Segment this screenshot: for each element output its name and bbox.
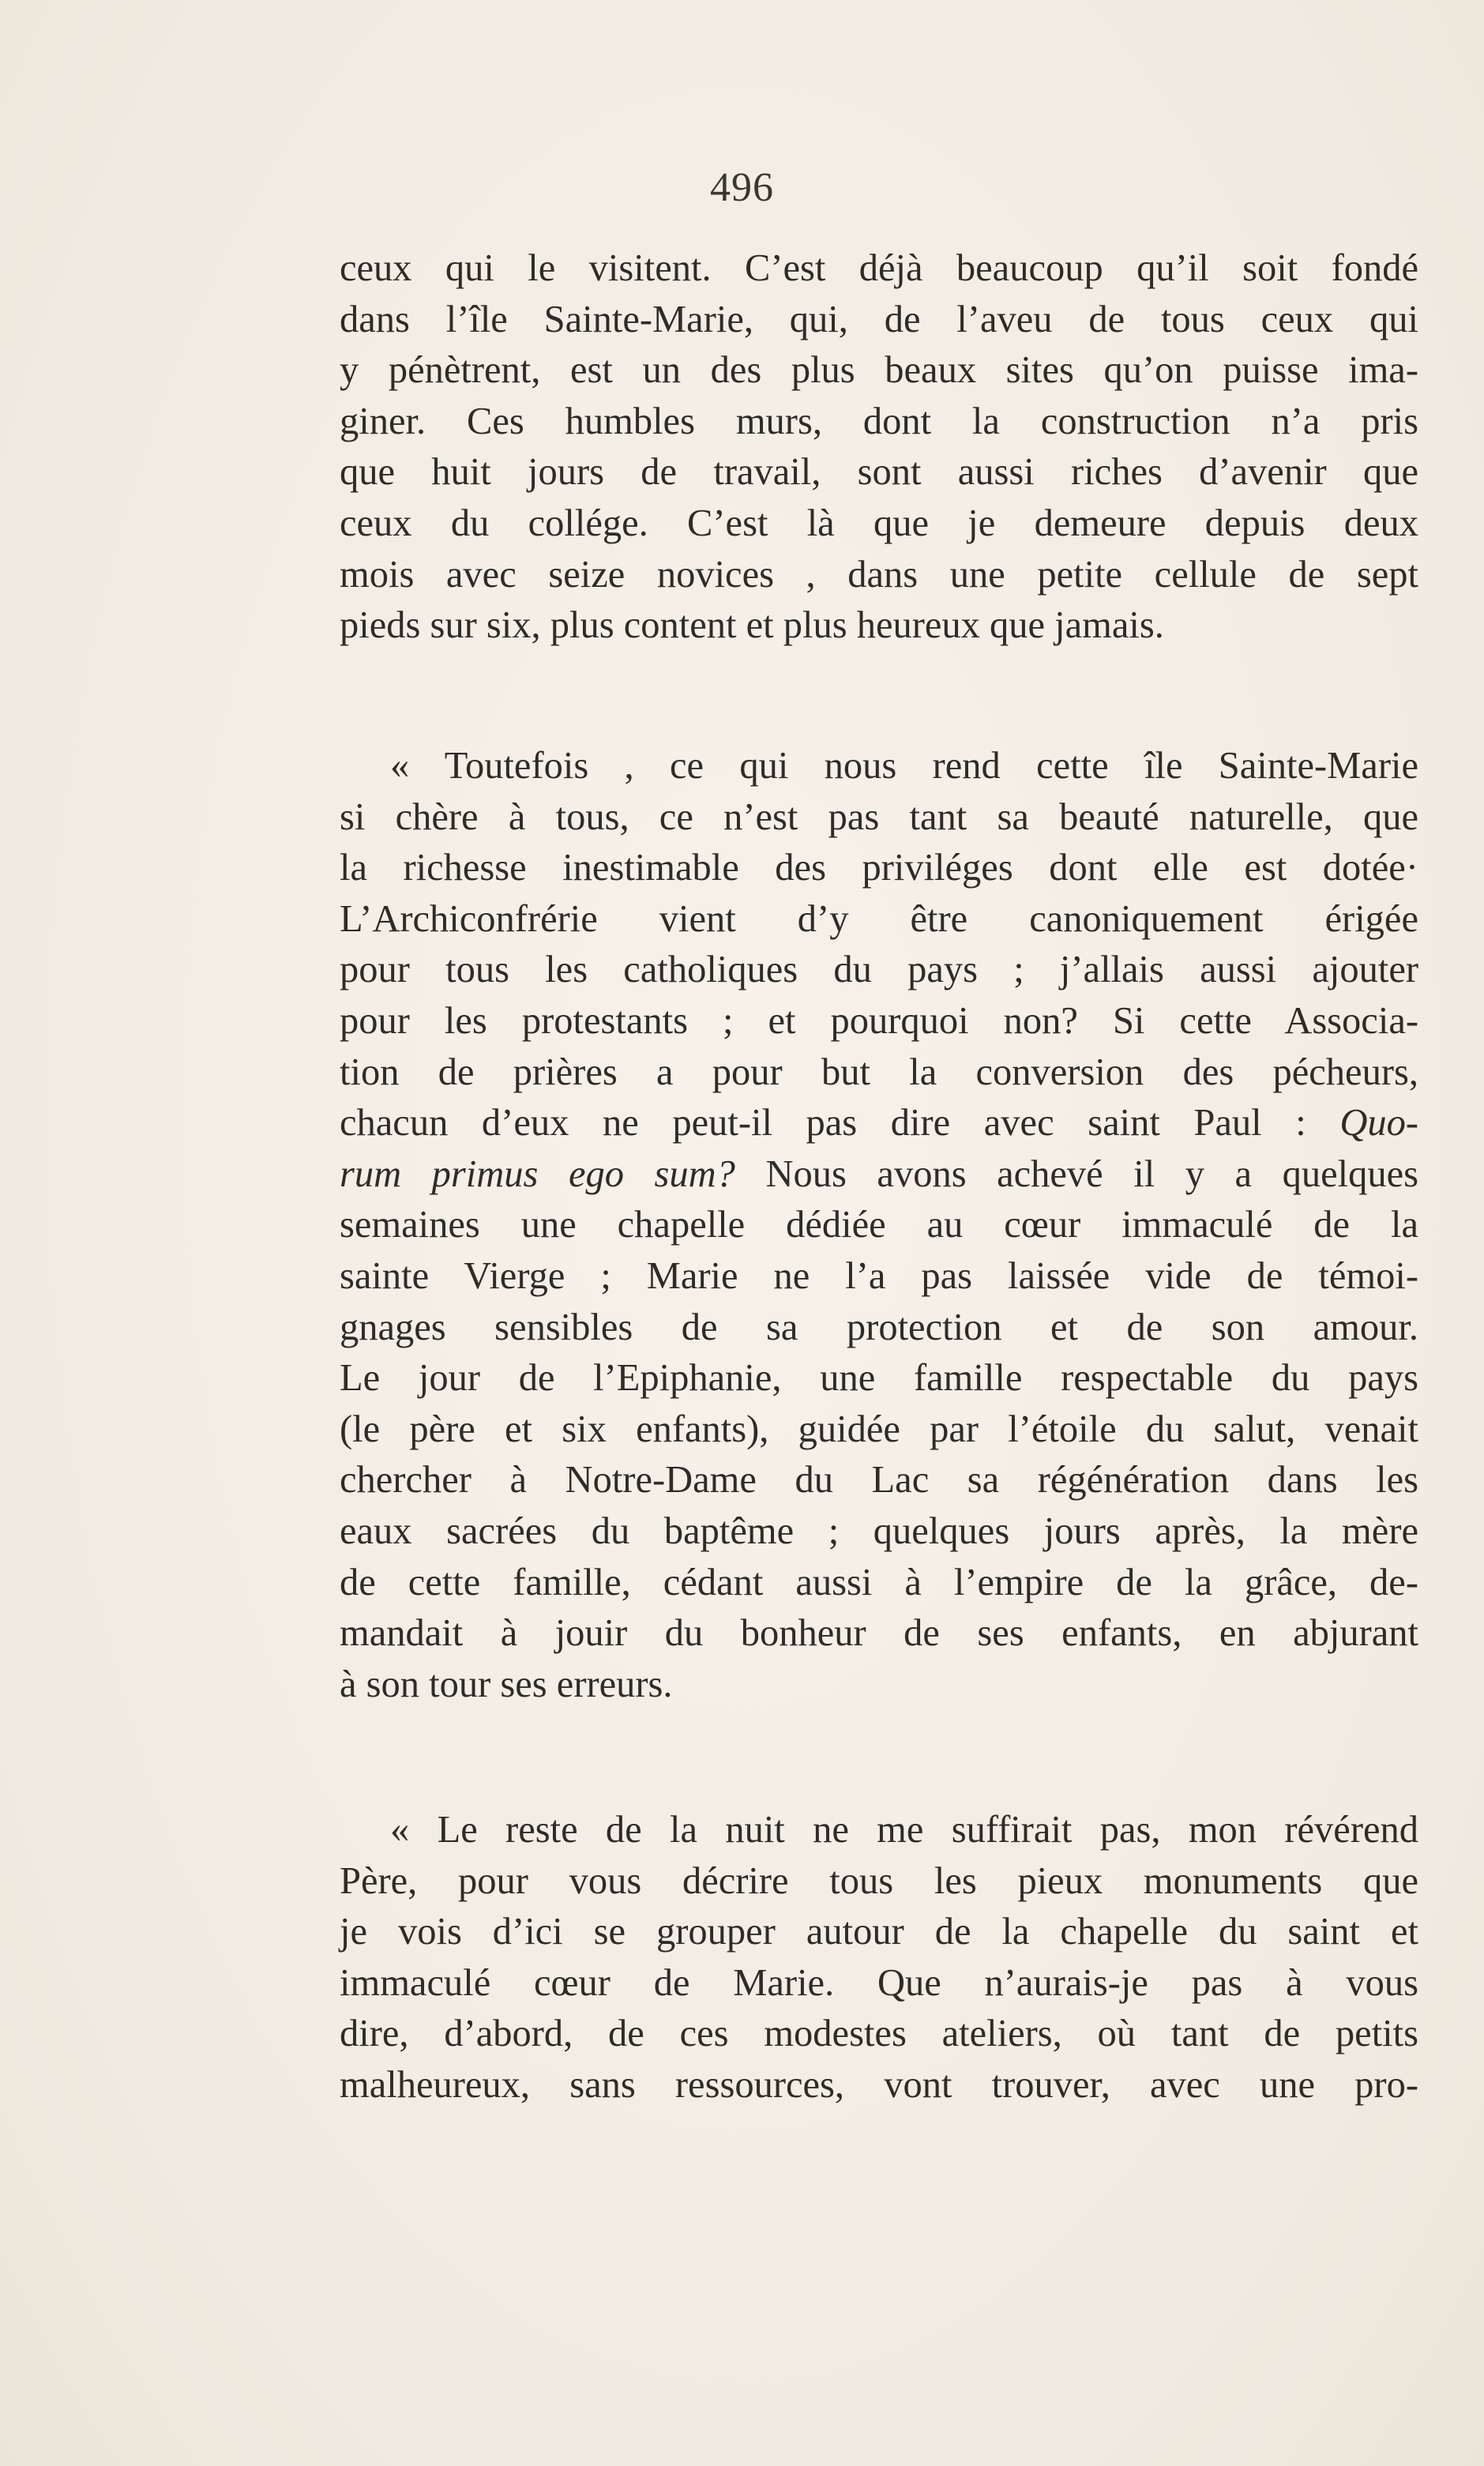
text-line: Le jour de l’Epiphanie, une famille respectable du pays	[340, 1357, 1418, 1400]
text-line: dire, d’abord, de ces modestes ateliers, où tant de petits	[340, 2013, 1418, 2055]
latin-quote-start: Quo-	[1339, 1102, 1419, 1145]
text-line: dans l’île Sainte-Marie, qui, de l’aveu de tous ceux qui	[340, 298, 1418, 340]
text-line: je vois d’ici se grouper autour de la chapelle du saint et	[340, 1911, 1418, 1953]
text-line: mois avec seize novices , dans une petite cellule de sept	[340, 553, 1418, 596]
text-line: sainte Vierge ; Marie ne l’a pas laissée vide de témoi-	[340, 1254, 1418, 1297]
text-line: ceux du collége. C’est là que je demeure depuis deux	[340, 502, 1418, 544]
paragraph-2	[340, 741, 1418, 1710]
text-line-with-italic	[340, 1149, 1418, 1201]
text-line: que huit jours de travail, sont aussi riches d’avenir que	[340, 451, 1418, 494]
text-line: chercher à Notre-Dame du Lac sa régénération dans les	[340, 1459, 1418, 1502]
text-fragment: Nous avons achevé il y a quelques	[734, 1152, 1418, 1195]
paragraph-1	[340, 243, 1418, 652]
text-line: à son tour ses erreurs.	[340, 1663, 673, 1705]
text-line: pieds sur six, plus content et plus heureux que jamais.	[340, 604, 1164, 647]
paragraph-3	[340, 1805, 1418, 2111]
text-line: si chère à tous, ce n’est pas tant sa beauté naturelle, que	[340, 795, 1418, 838]
text-line: pour tous les catholiques du pays ; j’allais aussi ajouter	[340, 949, 1418, 991]
latin-quote-end: rum primus ego sum?	[340, 1152, 735, 1195]
text-line: la richesse inestimable des priviléges dont elle est dotée·	[340, 847, 1418, 889]
text-line: y pénètrent, est un des plus beaux sites qu’on puisse ima-	[340, 349, 1418, 392]
text-line: giner. Ces humbles murs, dont la construction n’a pris	[340, 400, 1418, 442]
text-line: « Toutefois , ce qui nous rend cette île Sainte-Marie	[390, 745, 1418, 787]
text-line: eaux sacrées du baptême ; quelques jours après, la mère	[340, 1509, 1418, 1552]
text-line: mandait à jouir du bonheur de ses enfants, en abjurant	[340, 1612, 1418, 1655]
text-line: Père, pour vous décrire tous les pieux monuments que	[340, 1859, 1418, 1902]
text-line: semaines une chapelle dédiée au cœur immaculé de la	[340, 1204, 1418, 1246]
text-line: ceux qui le visitent. C’est déjà beaucoup qu’il soit fondé	[340, 247, 1418, 289]
text-line: gnages sensibles de sa protection et de son amour.	[340, 1306, 1418, 1348]
text-line: pour les protestants ; et pourquoi non? Si cette Associa-	[340, 999, 1418, 1042]
text-line: L’Archiconfrérie vient d’y être canoniquement érigée	[340, 897, 1418, 940]
text-line: de cette famille, cédant aussi à l’empire de la grâce, de-	[340, 1561, 1418, 1603]
text-line: tion de prières a pour but la conversion des pécheurs,	[340, 1051, 1418, 1093]
text-line: (le père et six enfants), guidée par l’étoile du salut, venait	[340, 1408, 1418, 1450]
text-line: immaculé cœur de Marie. Que n’aurais-je pas à vous	[340, 1961, 1418, 2004]
text-line: malheureux, sans ressources, vont trouver, avec une pro-	[340, 2063, 1418, 2106]
text-fragment: chacun d’eux ne peut-il pas dire avec saint Paul :	[340, 1102, 1306, 1145]
page-number: 496	[710, 165, 774, 210]
text-line: « Le reste de la nuit ne me suffirait pas, mon révérend	[390, 1809, 1418, 1851]
text-line-with-italic	[340, 1098, 1418, 1149]
